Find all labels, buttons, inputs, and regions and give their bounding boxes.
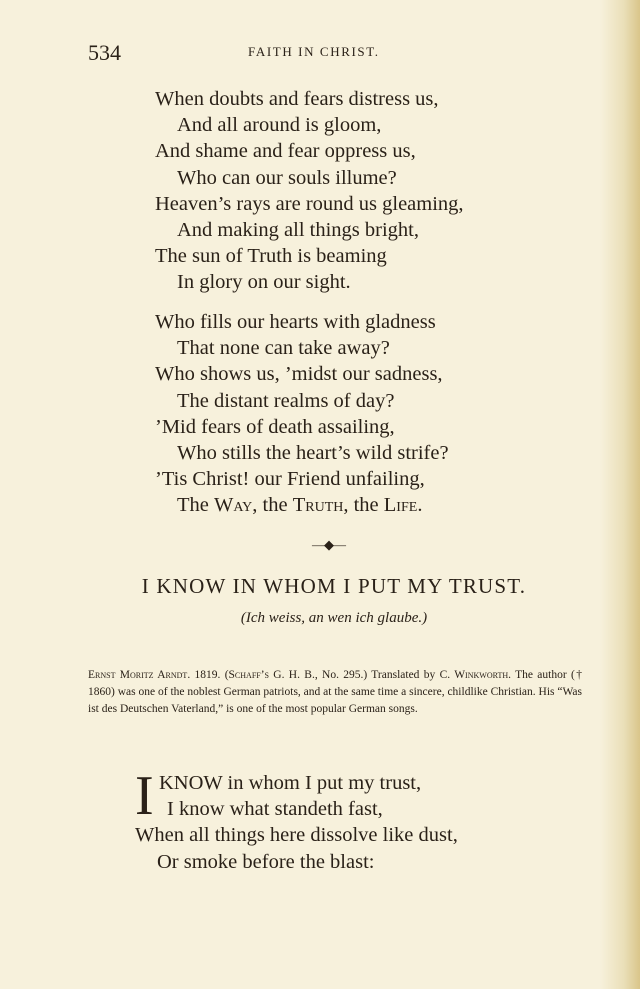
author-name: Ernst Moritz Arndt (88, 669, 188, 681)
verse-line: KNOW in whom I put my trust, (159, 772, 422, 794)
verse-line: The sun of Truth is beaming (155, 245, 387, 268)
page-header (88, 40, 580, 70)
verse-line: Who can our souls illume? (177, 166, 397, 189)
verse-line: And all around is gloom, (177, 114, 382, 137)
stanza-2 (155, 309, 449, 519)
verse-line: Who fills our hearts with gladness (155, 311, 436, 333)
stanza-1 (155, 86, 464, 296)
verse-line: Heaven’s rays are round us gleaming, (155, 192, 464, 215)
verse-line: In glory on our sight. (177, 271, 351, 294)
verse-line: ’Mid fears of death assailing, (155, 415, 395, 438)
attribution-note: Ernst Moritz Arndt. 1819. (Schaff’s G. H. B., No. 295.) Translated by C. Winkworth. The author († 1860) was one of the noblest German patriots, and at the same time a sincere, childlike Christian. His “Was ist des Deutschen Vaterland,” is one of the most popular German songs. (88, 669, 583, 715)
drop-cap: I (135, 765, 154, 827)
running-title: FAITH IN CHRIST. (248, 44, 380, 59)
verse-line: The distant realms of day? (177, 389, 395, 412)
verse-line: Who stills the heart’s wild strife? (177, 442, 449, 465)
verse-line: When all things here dissolve like dust, (135, 824, 458, 847)
verse-line: I know what standeth fast, (167, 798, 383, 821)
verse-line: Or smoke before the blast: (157, 850, 375, 873)
translator-name: C. Winkworth (439, 669, 509, 681)
original-title: (Ich weiss, an wen ich glaube.) (240, 610, 428, 626)
verse-line: ’Tis Christ! our Friend unfailing, (155, 468, 425, 491)
section-ornament: —◆— (312, 537, 345, 552)
verse-line: When doubts and fears distress us, (155, 88, 439, 110)
verse-line: And shame and fear oppress us, (155, 140, 416, 163)
hymn-title: I KNOW IN WHOM I PUT MY TRUST. (141, 574, 527, 598)
page-edge-shadow (600, 0, 640, 989)
verse-line: And making all things bright, (177, 219, 419, 242)
verse-line: Who shows us, ’midst our sadness, (155, 363, 443, 386)
page-number: 534 (88, 40, 121, 65)
verse-line-last: The Way, the Truth, the Life. (177, 494, 423, 517)
hymn-body (135, 765, 458, 875)
verse-line: That none can take away? (177, 337, 390, 360)
